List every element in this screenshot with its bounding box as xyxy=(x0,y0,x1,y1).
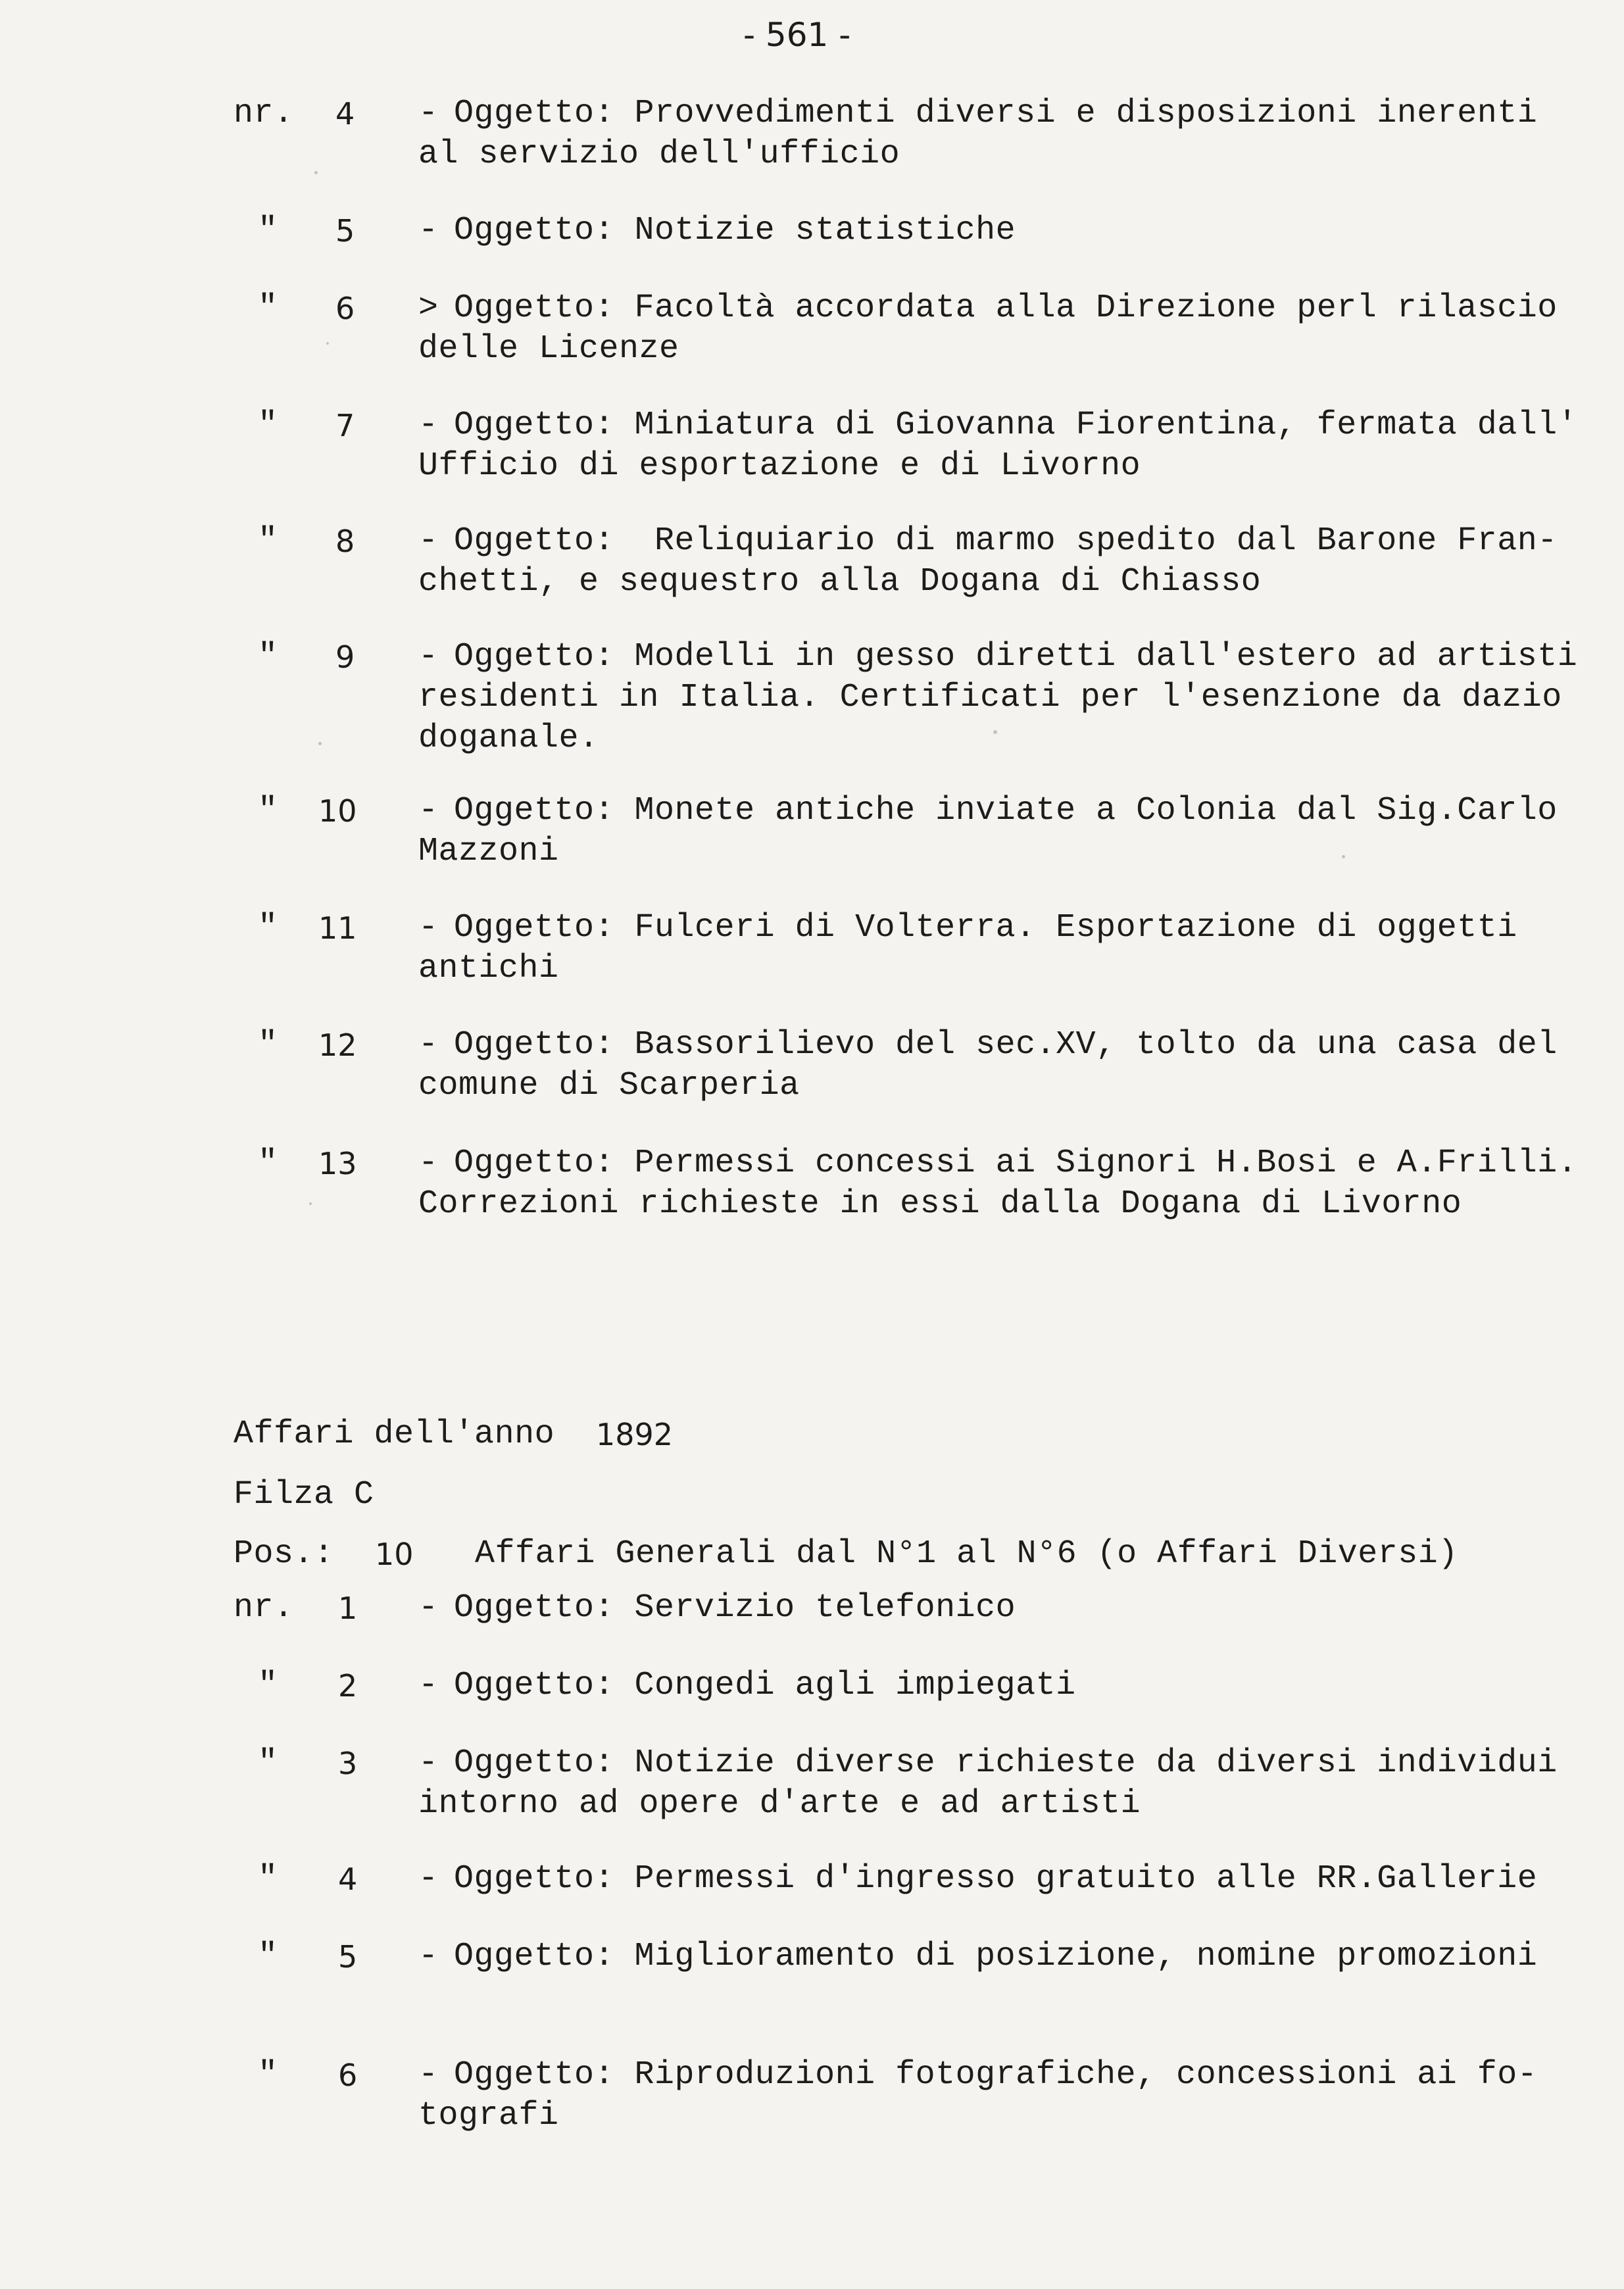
entry-text-line1: Oggetto: Bassorilievo del sec.XV, tolto da una casa del xyxy=(454,1026,1558,1064)
entry-number: 10 xyxy=(318,793,357,829)
entry-text-line2: chetti, e sequestro alla Dogana di Chiasso xyxy=(418,563,1262,601)
entry-prefix: " xyxy=(258,1744,278,1782)
entry-number: 1 xyxy=(338,1590,358,1626)
entry-text-line2: Correzioni richieste in essi dalla Dogana di Livorno xyxy=(418,1185,1462,1223)
entry-text-line1: Oggetto: Monete antiche inviate a Colonia dal Sig.Carlo xyxy=(454,792,1558,829)
entry-number: 6 xyxy=(338,2057,358,2093)
entry-dash: - xyxy=(418,1026,439,1064)
entry-prefix: nr. xyxy=(234,1589,294,1627)
entry-number: 4 xyxy=(335,96,355,132)
entry-text-line1: Oggetto: Facoltà accordata alla Direzione perl rilascio xyxy=(454,289,1558,327)
entry-text-line1: Oggetto: Notizie diverse richieste da diversi individui xyxy=(454,1744,1558,1782)
entry-dash: - xyxy=(418,1744,439,1782)
entry-text-line1: Oggetto: Congedi agli impiegati xyxy=(454,1667,1076,1704)
scan-speck xyxy=(993,730,997,734)
scan-speck xyxy=(318,742,322,745)
year: 1892 xyxy=(596,1417,674,1452)
entry-text-line1: Oggetto: Miniatura di Giovanna Fiorentina, fermata dall' xyxy=(454,406,1578,444)
pos-text: Affari Generali dal N°1 al N°6 (o Affari Diversi) xyxy=(475,1535,1458,1573)
entry-text-line1: Oggetto: Provvedimenti diversi e disposizioni inerenti xyxy=(454,95,1538,132)
entry-dash: - xyxy=(418,95,439,132)
entry-dash: - xyxy=(418,406,439,444)
entry-text-line2: comune di Scarperia xyxy=(418,1067,800,1104)
entry-dash: - xyxy=(418,2056,439,2094)
entry-prefix: " xyxy=(258,406,278,444)
entry-text-line2: residenti in Italia. Certificati per l'esenzione da dazio xyxy=(418,679,1562,716)
entry-text-line2: tografi xyxy=(418,2097,559,2134)
entry-dash: - xyxy=(418,909,439,947)
entry-number: 8 xyxy=(335,524,355,559)
entry-prefix: " xyxy=(258,1144,278,1182)
entry-prefix: nr. xyxy=(234,95,294,132)
scan-speck xyxy=(309,1202,312,1205)
entry-number: 2 xyxy=(338,1668,358,1704)
entry-text-line1: Oggetto: Permessi concessi ai Signori H.Bosi e A.Frilli. xyxy=(454,1144,1578,1182)
page-number: - 561 - xyxy=(743,16,851,54)
entry-dash: > xyxy=(418,289,439,327)
entry-prefix: " xyxy=(258,792,278,829)
entry-number: 5 xyxy=(338,1939,358,1975)
entry-dash: - xyxy=(418,1860,439,1898)
scan-speck xyxy=(314,171,318,174)
entry-number: 11 xyxy=(318,910,357,946)
entry-dash: - xyxy=(418,638,439,676)
entry-prefix: " xyxy=(258,2056,278,2094)
entry-prefix: " xyxy=(258,1667,278,1704)
entry-number: 7 xyxy=(335,408,355,443)
entry-prefix: " xyxy=(258,638,278,676)
entry-text-line3: doganale. xyxy=(418,720,599,757)
entry-text-line2: delle Licenze xyxy=(418,330,679,368)
entry-text-line2: antichi xyxy=(418,950,559,987)
entry-dash: - xyxy=(418,212,439,249)
filza-label: Filza C xyxy=(234,1476,374,1514)
entry-text-line1: Oggetto: Miglioramento di posizione, nomine promozioni xyxy=(454,1938,1538,1975)
entry-text-line1: Oggetto: Reliquiario di marmo spedito dal Barone Fran- xyxy=(454,522,1558,560)
pos-number: 10 xyxy=(375,1537,414,1572)
entry-dash: - xyxy=(418,1589,439,1627)
entry-text-line1: Oggetto: Notizie statistiche xyxy=(454,212,1016,249)
entry-dash: - xyxy=(418,792,439,829)
entry-number: 9 xyxy=(335,639,355,675)
entry-dash: - xyxy=(418,1938,439,1975)
pos-label: Pos.: xyxy=(234,1535,334,1573)
entry-text-line1: Oggetto: Permessi d'ingresso gratuito alle RR.Gallerie xyxy=(454,1860,1538,1898)
entry-text-line1: Oggetto: Riproduzioni fotografiche, concessioni ai fo- xyxy=(454,2056,1538,2094)
entry-number: 12 xyxy=(318,1027,357,1063)
entry-number: 5 xyxy=(335,213,355,249)
affari-label: Affari dell'anno xyxy=(234,1415,555,1453)
entry-prefix: " xyxy=(258,909,278,947)
entry-prefix: " xyxy=(258,522,278,560)
entry-text-line2: al servizio dell'ufficio xyxy=(418,135,900,173)
entry-text-line2: Mazzoni xyxy=(418,833,559,870)
entry-number: 6 xyxy=(335,291,355,326)
entry-text-line1: Oggetto: Fulceri di Volterra. Esportazione di oggetti xyxy=(454,909,1517,947)
entry-prefix: " xyxy=(258,289,278,327)
entry-text-line1: Oggetto: Modelli in gesso diretti dall'estero ad artisti xyxy=(454,638,1578,676)
entry-prefix: " xyxy=(258,1938,278,1975)
entry-number: 3 xyxy=(338,1746,358,1781)
scan-speck xyxy=(326,342,329,345)
entry-dash: - xyxy=(418,522,439,560)
scan-speck xyxy=(1342,855,1345,858)
entry-number: 13 xyxy=(318,1146,357,1181)
entry-text-line2: intorno ad opere d'arte e ad artisti xyxy=(418,1785,1141,1823)
entry-prefix: " xyxy=(258,212,278,249)
entry-text-line1: Oggetto: Servizio telefonico xyxy=(454,1589,1016,1627)
entry-dash: - xyxy=(418,1144,439,1182)
entry-prefix: " xyxy=(258,1026,278,1064)
entry-text-line2: Ufficio di esportazione e di Livorno xyxy=(418,447,1141,485)
entry-number: 4 xyxy=(338,1861,358,1897)
entry-dash: - xyxy=(418,1667,439,1704)
entry-prefix: " xyxy=(258,1860,278,1898)
